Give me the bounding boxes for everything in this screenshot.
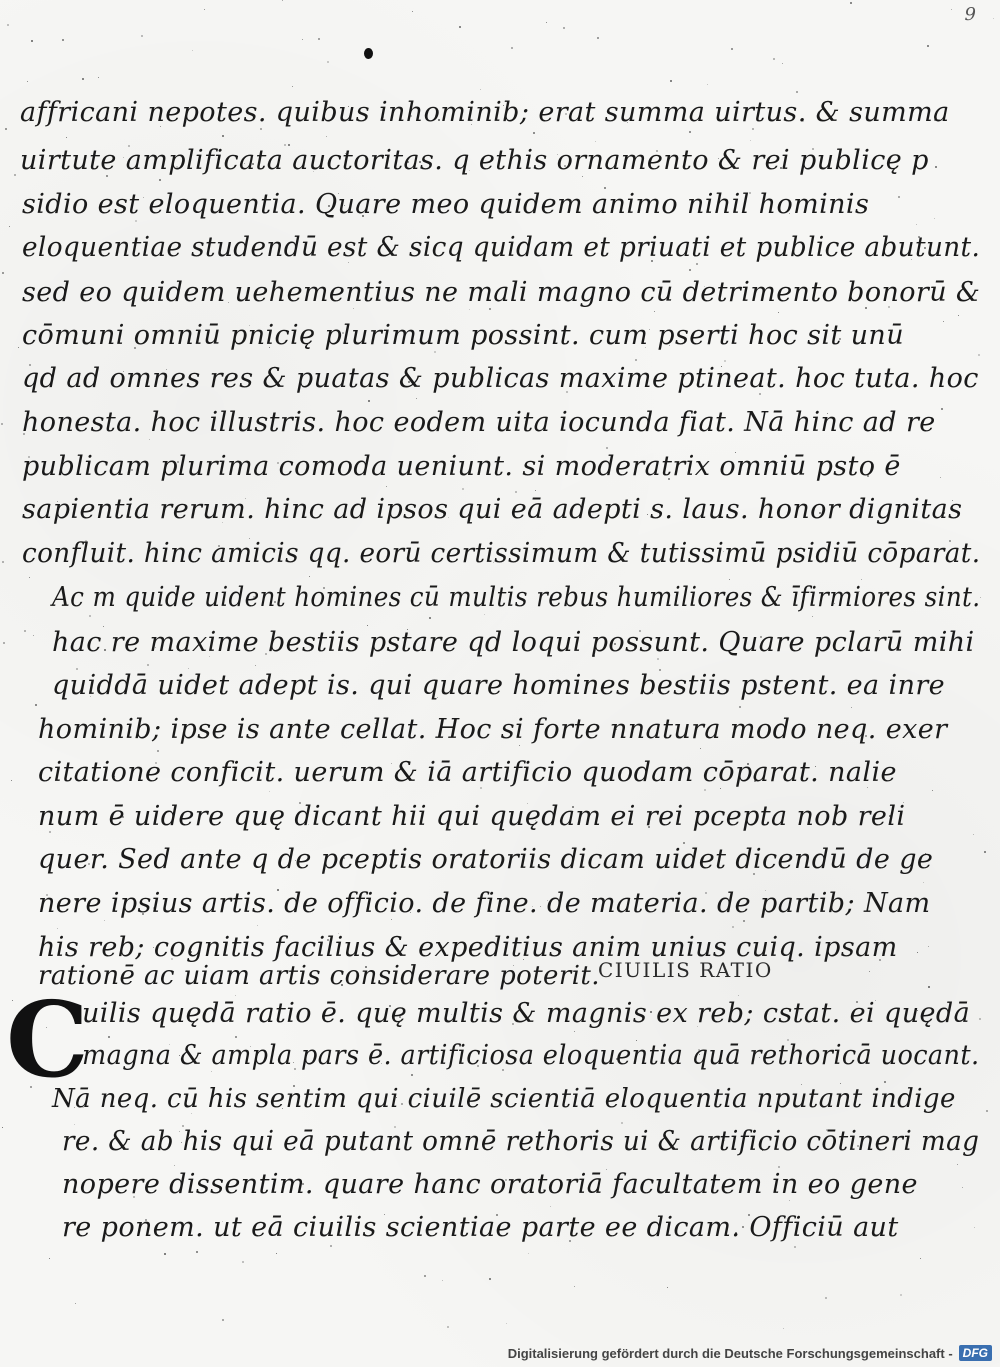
footer-credit: [508, 1345, 992, 1361]
paper-speck: [850, 2, 852, 4]
manuscript-line: uilis quędā ratio ē. quę multis & magnis ex reb; cstat. ei quędā: [82, 998, 971, 1029]
paper-speck: [670, 80, 672, 82]
paper-speck: [7, 24, 9, 26]
paper-speck: [442, 1280, 443, 1281]
paper-speck: [951, 9, 952, 10]
paper-speck: [429, 617, 431, 619]
paper-speck: [309, 576, 310, 577]
paper-speck: [192, 50, 193, 51]
ink-blot: [364, 48, 373, 59]
paper-speck: [447, 1326, 449, 1328]
manuscript-line: qd ad omnes res & puatas & publicas maxime ptineat. hoc tuta. hoc: [22, 363, 979, 394]
manuscript-line: sidio est eloquentia. Quare meo quidem animo nihil hominis: [22, 189, 870, 220]
paper-speck: [269, 791, 270, 792]
paper-speck: [368, 400, 370, 402]
paper-speck: [750, 140, 751, 141]
folio-number: 9: [964, 4, 976, 25]
paper-speck: [940, 477, 941, 478]
paper-speck: [958, 315, 959, 316]
paper-speck: [302, 39, 303, 40]
paper-speck: [574, 1286, 575, 1287]
paper-speck: [489, 1278, 491, 1280]
paper-speck: [412, 11, 413, 12]
rubric-heading: CIUILIS RATIO: [598, 958, 773, 982]
manuscript-line: re ponem. ut eā ciuilis scientiae parte ee dicam. Officiū aut: [62, 1212, 899, 1243]
paper-speck: [550, 1206, 551, 1207]
manuscript-line: affricani nepotes. quibus inhominib; erat summa uirtus. & summa: [20, 97, 950, 128]
paper-speck: [595, 141, 596, 142]
paper-speck: [411, 1074, 413, 1076]
manuscript-line: num ē uidere quę dicant hii qui quędam ei rei pcepta nob reli: [38, 801, 906, 832]
paper-speck: [851, 707, 852, 708]
paper-speck: [943, 321, 944, 322]
paper-speck: [935, 166, 937, 168]
paper-speck: [174, 1165, 175, 1166]
paper-speck: [424, 1275, 426, 1277]
paper-speck: [546, 22, 547, 23]
paper-speck: [257, 925, 258, 926]
paper-speck: [459, 26, 461, 28]
paper-speck: [326, 136, 327, 137]
paper-speck: [731, 48, 733, 50]
paper-speck: [2, 1127, 3, 1128]
paper-speck: [480, 89, 481, 90]
manuscript-line: his reb; cognitis facilius & expeditius anim unius cuiq. ipsam: [38, 932, 898, 963]
paper-speck: [3, 642, 5, 644]
paper-speck: [928, 986, 930, 988]
paper-speck: [898, 196, 900, 198]
manuscript-line: citatione conficit. uerum & iā artificio quodam cōparat. nalie: [38, 757, 897, 788]
paper-speck: [979, 1018, 981, 1020]
paper-speck: [563, 27, 565, 29]
manuscript-line: honesta. hoc illustris. hoc eodem uita iocunda fiat. Nā hinc ad re: [22, 407, 936, 438]
manuscript-line: magna & ampla pars ē. artificiosa eloquentia quā rethoricā uocant.: [82, 1040, 980, 1071]
paper-speck: [993, 18, 994, 19]
paper-speck: [292, 86, 293, 87]
paper-speck: [222, 135, 224, 137]
decorated-initial: C: [6, 978, 89, 1101]
manuscript-line: cōmuni omniū pnicię plurimum possint. cum pserti hoc sit unū: [22, 320, 905, 351]
paper-speck: [978, 354, 980, 356]
paper-speck: [49, 1258, 50, 1259]
paper-speck: [276, 1253, 277, 1254]
manuscript-line: nopere dissentim. quare hanc oratoriā facultatem in eo gene: [62, 1169, 918, 1200]
paper-speck: [75, 1303, 76, 1304]
paper-speck: [900, 1294, 902, 1296]
paper-speck: [689, 269, 691, 271]
paper-speck: [707, 84, 708, 85]
paper-speck: [141, 35, 143, 37]
paper-speck: [11, 780, 12, 781]
paper-speck: [98, 77, 99, 78]
manuscript-line: hominib; ipse is ante cellat. Hoc si forte nnatura modo neq. exer: [38, 714, 948, 745]
paper-speck: [934, 218, 935, 219]
paper-speck: [386, 486, 387, 487]
paper-speck: [928, 946, 929, 947]
paper-speck: [57, 928, 58, 929]
paper-speck: [31, 40, 33, 42]
paper-speck: [796, 91, 798, 93]
paper-speck: [535, 490, 536, 491]
paper-speck: [700, 748, 701, 749]
paper-speck: [973, 834, 974, 835]
paper-speck: [159, 179, 161, 181]
paper-speck: [66, 137, 67, 138]
paper-speck: [773, 58, 775, 60]
paper-speck: [927, 45, 929, 47]
paper-speck: [962, 1187, 963, 1188]
paper-speck: [654, 311, 655, 312]
paper-speck: [506, 1323, 507, 1324]
manuscript-line: quer. Sed ante q de pceptis oratoriis dicam uidet dicendū de ge: [38, 844, 934, 875]
paper-speck: [778, 312, 779, 313]
manuscript-line: rationē ac uiam artis considerare poterit.: [38, 961, 600, 991]
paper-speck: [157, 750, 159, 752]
paper-speck: [29, 577, 30, 578]
paper-speck: [782, 63, 783, 64]
paper-speck: [462, 488, 464, 490]
paper-speck: [35, 704, 37, 706]
paper-speck: [2, 561, 4, 563]
paper-speck: [318, 38, 320, 40]
paper-speck: [14, 174, 16, 176]
manuscript-line: publicam plurima comoda ueniunt. si moderatrix omniū psto ē: [22, 451, 901, 482]
manuscript-line: re. & ab his qui eā putant omnē rethoris ui & artificio cōtineri mag: [62, 1126, 980, 1157]
paper-speck: [222, 1319, 224, 1321]
paper-speck: [533, 132, 535, 134]
paper-speck: [511, 47, 513, 49]
paper-speck: [783, 1328, 784, 1329]
paper-speck: [18, 347, 19, 348]
paper-speck: [528, 1253, 529, 1254]
paper-speck: [812, 616, 813, 617]
manuscript-line: Ac m quide uident homines cū multis rebus humiliores & īfirmiores sint.: [52, 582, 981, 613]
paper-speck: [282, 0, 283, 1]
footer-text: Digitalisierung gefördert durch die Deutsche Forschungsgemeinschaft -: [507, 1345, 953, 1361]
manuscript-line: sapientia rerum. hinc ad ipsos qui eā adepti s. laus. honor dignitas: [22, 494, 963, 525]
manuscript-line: nere ipsius artis. de officio. de fine. de materia. de partib; Nam: [38, 888, 931, 919]
paper-speck: [923, 882, 924, 883]
paper-speck: [255, 665, 256, 666]
manuscript-line: quiddā uidet adept is. qui quare homines bestiis pstent. ea inre: [52, 670, 946, 701]
paper-speck: [82, 78, 84, 80]
paper-speck: [986, 1110, 988, 1112]
paper-speck: [164, 1253, 166, 1255]
paper-speck: [974, 1227, 975, 1228]
paper-speck: [794, 1246, 796, 1248]
manuscript-line: Nā neq. cū his sentim qui ciuilē scientiā eloquentia nputant indige: [52, 1084, 956, 1114]
paper-speck: [984, 851, 986, 853]
paper-speck: [147, 664, 149, 666]
paper-speck: [1, 423, 3, 425]
paper-speck: [327, 61, 329, 63]
manuscript-line: confluit. hinc amicis qq. eorū certissimum & tutissimū psidiū cōparat.: [22, 538, 981, 569]
paper-speck: [62, 39, 64, 41]
paper-speck: [24, 630, 26, 632]
paper-speck: [5, 128, 7, 130]
manuscript-line: eloquentiae studendū est & sicq quidam et priuati et publice abutunt.: [22, 232, 981, 263]
paper-speck: [689, 131, 691, 133]
paper-speck: [739, 706, 741, 708]
manuscript-line: hac re maxime bestiis pstare qd loqui possunt. Quare pclarū mihi: [52, 627, 975, 658]
paper-speck: [957, 1164, 958, 1165]
paper-speck: [242, 1261, 244, 1263]
paper-speck: [869, 971, 870, 972]
paper-speck: [920, 1258, 921, 1259]
paper-speck: [941, 408, 943, 410]
paper-speck: [667, 1287, 668, 1288]
paper-speck: [416, 398, 417, 399]
paper-speck: [825, 1297, 827, 1299]
paper-speck: [2, 272, 4, 274]
paper-speck: [917, 952, 918, 953]
paper-speck: [196, 1251, 198, 1253]
paper-speck: [204, 9, 205, 10]
paper-speck: [916, 224, 917, 225]
manuscript-line: sed eo quidem uehementius ne mali magno cū detrimento bonorū &: [22, 277, 981, 308]
paper-speck: [932, 790, 933, 791]
manuscript-line: uirtute amplificata auctoritas. q ethis ornamento & rei publicę p: [20, 145, 929, 176]
paper-speck: [732, 926, 734, 928]
paper-speck: [33, 635, 34, 636]
dfg-logo: DFG: [959, 1345, 992, 1361]
paper-speck: [597, 37, 599, 39]
paper-speck: [9, 226, 10, 227]
paper-speck: [27, 81, 28, 82]
